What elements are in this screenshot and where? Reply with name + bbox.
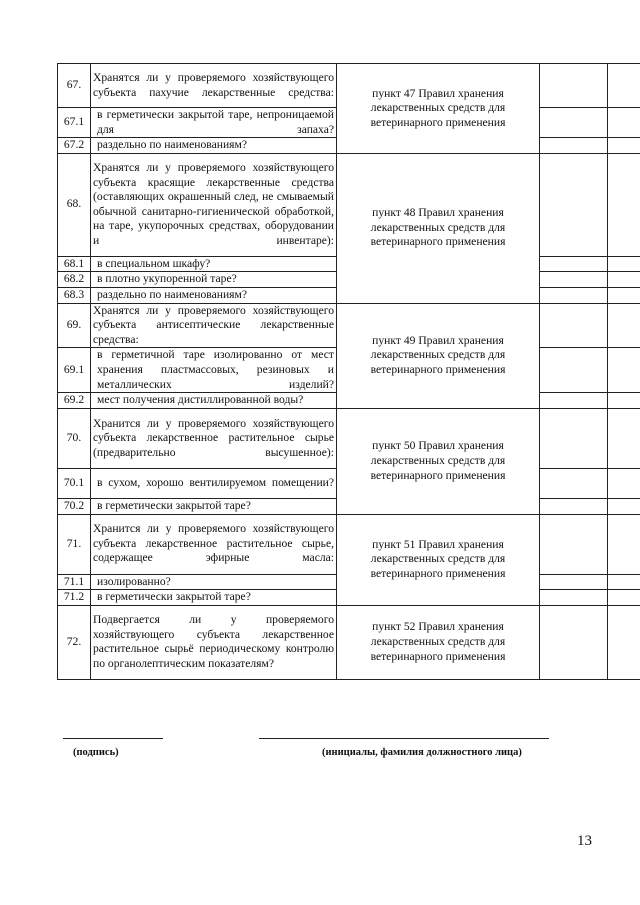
comment-cell[interactable] bbox=[608, 468, 640, 498]
row-number: 68.3 bbox=[58, 287, 91, 303]
legal-reference: пункт 50 Правил хранения лекарственных средств для ветеринарного применения bbox=[337, 408, 540, 514]
comment-cell[interactable] bbox=[608, 574, 640, 590]
answer-cell[interactable] bbox=[540, 514, 608, 574]
answer-cell[interactable] bbox=[540, 498, 608, 514]
table-row bbox=[58, 605, 640, 679]
answer-cell[interactable] bbox=[540, 303, 608, 348]
legal-reference: пункт 52 Правил хранения лекарственных средств для ветеринарного применения bbox=[337, 605, 540, 679]
answer-cell[interactable] bbox=[540, 408, 608, 468]
row-number: 68. bbox=[58, 153, 91, 256]
row-number: 70.2 bbox=[58, 498, 91, 514]
signature-line bbox=[63, 738, 163, 739]
signature-label: (подпись) bbox=[73, 747, 119, 758]
legal-reference: пункт 51 Правил хранения лекарственных средств для ветеринарного применения bbox=[337, 514, 540, 605]
comment-cell[interactable] bbox=[608, 605, 640, 679]
question-text: изолированно? bbox=[91, 574, 337, 590]
row-number: 67.1 bbox=[58, 108, 91, 138]
answer-cell[interactable] bbox=[540, 153, 608, 256]
table-row bbox=[58, 64, 640, 108]
comment-cell[interactable] bbox=[608, 287, 640, 303]
answer-cell[interactable] bbox=[540, 468, 608, 498]
answer-cell[interactable] bbox=[540, 256, 608, 272]
table-row bbox=[58, 153, 640, 256]
row-number: 67.2 bbox=[58, 138, 91, 154]
comment-cell[interactable] bbox=[608, 498, 640, 514]
question-text: мест получения дистиллированной воды? bbox=[91, 393, 337, 409]
comment-cell[interactable] bbox=[608, 590, 640, 606]
comment-cell[interactable] bbox=[608, 393, 640, 409]
row-number: 68.1 bbox=[58, 256, 91, 272]
answer-cell[interactable] bbox=[540, 393, 608, 409]
answer-cell[interactable] bbox=[540, 348, 608, 393]
legal-reference: пункт 47 Правил хранения лекарственных средств для ветеринарного применения bbox=[337, 64, 540, 154]
row-number: 69.2 bbox=[58, 393, 91, 409]
official-name-label: (инициалы, фамилия должностного лица) bbox=[322, 747, 522, 758]
question-text: в герметически закрытой таре? bbox=[91, 590, 337, 606]
answer-cell[interactable] bbox=[540, 108, 608, 138]
page-number: 13 bbox=[577, 833, 592, 849]
row-number: 70. bbox=[58, 408, 91, 468]
row-number: 69.1 bbox=[58, 348, 91, 393]
question-text: в специальном шкафу? bbox=[91, 256, 337, 272]
table-row bbox=[58, 514, 640, 574]
row-number: 69. bbox=[58, 303, 91, 348]
row-number: 68.2 bbox=[58, 272, 91, 288]
answer-cell[interactable] bbox=[540, 272, 608, 288]
comment-cell[interactable] bbox=[608, 138, 640, 154]
comment-cell[interactable] bbox=[608, 153, 640, 256]
answer-cell[interactable] bbox=[540, 138, 608, 154]
question-text: в герметически закрытой таре, непроницаемой для запаха? bbox=[91, 108, 337, 138]
question-text: Подвергается ли у проверяемого хозяйствующего субъекта лекарственное растительное сырьё периодическому контролю по органолептическим показателям? bbox=[91, 605, 337, 679]
question-text: Хранится ли у проверяемого хозяйствующего субъекта лекарственное растительное сырье (предварительно высушенное): bbox=[91, 408, 337, 468]
question-text: раздельно по наименованиям? bbox=[91, 138, 337, 154]
row-number: 71.1 bbox=[58, 574, 91, 590]
row-number: 72. bbox=[58, 605, 91, 679]
row-number: 67. bbox=[58, 64, 91, 108]
legal-reference: пункт 49 Правил хранения лекарственных средств для ветеринарного применения bbox=[337, 303, 540, 408]
comment-cell[interactable] bbox=[608, 64, 640, 108]
question-text: Хранятся ли у проверяемого хозяйствующего субъекта красящие лекарственные средства (оставляющих окрашенный след, не смываемый обычной санитарно-гигиенической обработкой, на таре, укупорочных средствах, оборудовании и инвентаре): bbox=[91, 153, 337, 256]
question-text: в герметически закрытой таре? bbox=[91, 498, 337, 514]
comment-cell[interactable] bbox=[608, 256, 640, 272]
question-text: Хранятся ли у проверяемого хозяйствующего субъекта антисептические лекарственные средства: bbox=[91, 303, 337, 348]
question-text: в плотно укупоренной таре? bbox=[91, 272, 337, 288]
table-row bbox=[58, 303, 640, 348]
comment-cell[interactable] bbox=[608, 348, 640, 393]
answer-cell[interactable] bbox=[540, 605, 608, 679]
question-text: Хранятся ли у проверяемого хозяйствующего субъекта пахучие лекарственные средства: bbox=[91, 64, 337, 108]
comment-cell[interactable] bbox=[608, 408, 640, 468]
answer-cell[interactable] bbox=[540, 287, 608, 303]
question-text: Хранится ли у проверяемого хозяйствующего субъекта лекарственное растительное сырье, содержащее эфирные масла: bbox=[91, 514, 337, 574]
question-text: в герметичной таре изолированно от мест хранения пластмассовых, резиновых и металлических изделий? bbox=[91, 348, 337, 393]
legal-reference: пункт 48 Правил хранения лекарственных средств для ветеринарного применения bbox=[337, 153, 540, 303]
checklist-table bbox=[57, 63, 640, 680]
answer-cell[interactable] bbox=[540, 574, 608, 590]
table-row bbox=[58, 408, 640, 468]
comment-cell[interactable] bbox=[608, 272, 640, 288]
answer-cell[interactable] bbox=[540, 64, 608, 108]
answer-cell[interactable] bbox=[540, 590, 608, 606]
comment-cell[interactable] bbox=[608, 303, 640, 348]
row-number: 71. bbox=[58, 514, 91, 574]
question-text: раздельно по наименованиям? bbox=[91, 287, 337, 303]
row-number: 70.1 bbox=[58, 468, 91, 498]
official-name-line bbox=[259, 738, 549, 739]
question-text: в сухом, хорошо вентилируемом помещении? bbox=[91, 468, 337, 498]
row-number: 71.2 bbox=[58, 590, 91, 606]
comment-cell[interactable] bbox=[608, 514, 640, 574]
comment-cell[interactable] bbox=[608, 108, 640, 138]
